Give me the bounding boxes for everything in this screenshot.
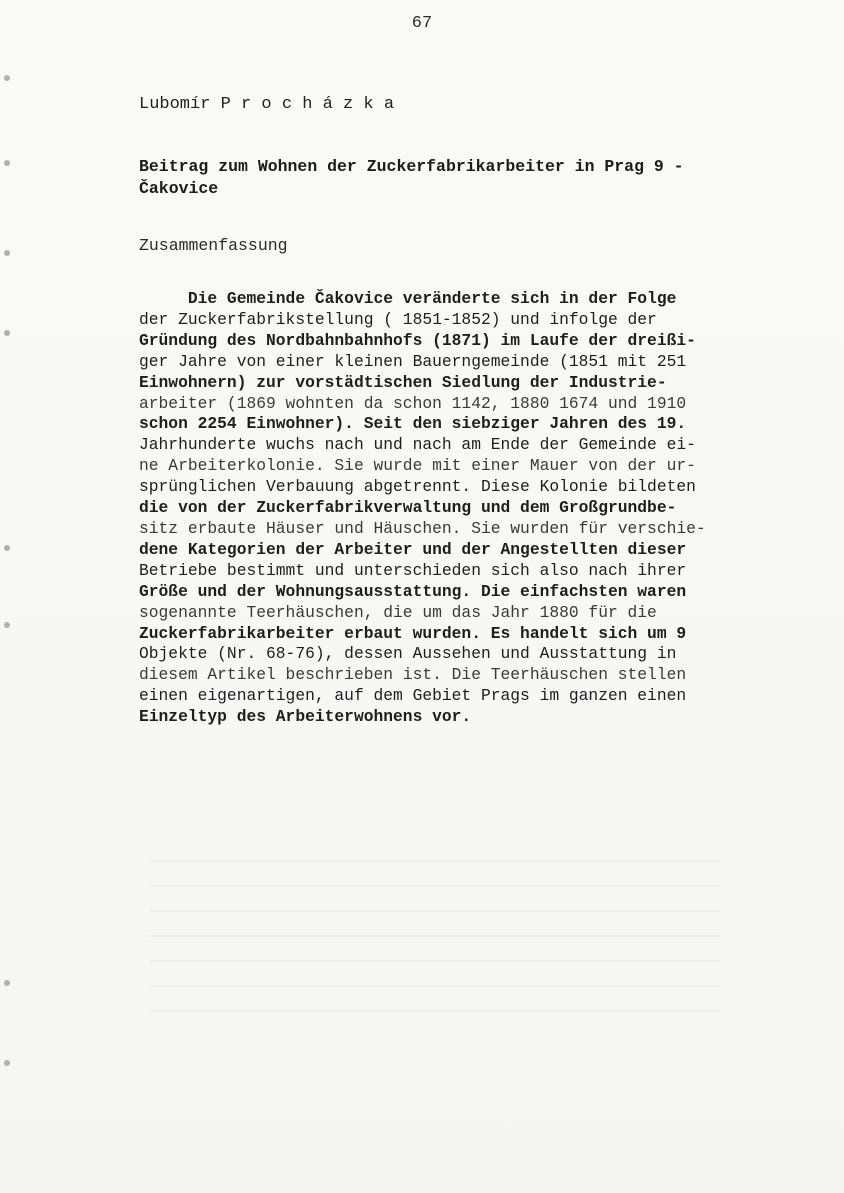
margin-mark	[4, 980, 10, 986]
title-line: Beitrag zum Wohnen der Zuckerfabrikarbeiter in Prag 9 -	[139, 157, 684, 176]
margin-mark	[4, 75, 10, 81]
abstract-line: ne Arbeiterkolonie. Sie wurde mit einer Mauer von der ur-	[139, 456, 696, 476]
abstract-line: Größe und der Wohnungsausstattung. Die einfachsten waren	[139, 581, 687, 601]
show-through-line	[150, 885, 720, 887]
show-through-line	[150, 860, 720, 862]
margin-mark	[4, 1060, 10, 1066]
margin-mark	[4, 160, 10, 166]
margin-mark	[4, 622, 10, 628]
abstract-line: sprünglichen Verbauung abgetrennt. Diese Kolonie bildeten	[139, 477, 696, 497]
abstract-line: Gründung des Nordbahnbahnhofs (1871) im Laufe der dreißi-	[139, 330, 696, 350]
show-through-line	[150, 935, 720, 937]
abstract-paragraph	[139, 289, 779, 728]
show-through-line	[150, 960, 720, 962]
abstract-line: Objekte (Nr. 68-76), dessen Aussehen und Ausstattung in	[139, 644, 677, 664]
abstract-line: dene Kategorien der Arbeiter und der Angestellten dieser	[139, 539, 687, 559]
page-number: 67	[411, 14, 433, 33]
abstract-line: Einwohnern) zur vorstädtischen Siedlung der Industrie-	[139, 372, 667, 392]
abstract-line: sogenannte Teerhäuschen, die um das Jahr 1880 für die	[139, 602, 657, 622]
margin-mark	[4, 250, 10, 256]
author-name: Lubomír P r o c h á z k a	[139, 95, 395, 114]
abstract-line: schon 2254 Einwohner). Seit den siebziger Jahren des 19.	[139, 414, 687, 434]
abstract-line: Zuckerfabrikarbeiter erbaut wurden. Es handelt sich um 9	[139, 623, 687, 643]
abstract-line: Einzeltyp des Arbeiterwohnens vor.	[139, 707, 472, 727]
abstract-line: einen eigenartigen, auf dem Gebiet Prags im ganzen einen	[139, 686, 687, 706]
section-heading: Zusammenfassung	[139, 236, 288, 255]
show-through-line	[150, 985, 720, 987]
abstract-line: Jahrhunderte wuchs nach und nach am Ende der Gemeinde ei-	[139, 435, 696, 455]
abstract-line: ger Jahre von einer kleinen Bauerngemeinde (1851 mit 251	[139, 351, 687, 371]
article-title	[139, 156, 684, 200]
abstract-line: sitz erbaute Häuser und Häuschen. Sie wurden für verschie-	[139, 518, 706, 538]
abstract-line: die von der Zuckerfabrikverwaltung und dem Großgrundbe-	[139, 498, 677, 518]
abstract-line: arbeiter (1869 wohnten da schon 1142, 1880 1674 und 1910	[139, 393, 687, 413]
margin-mark	[4, 330, 10, 336]
abstract-line: diesem Artikel beschrieben ist. Die Teerhäuschen stellen	[139, 665, 687, 685]
show-through-line	[150, 910, 720, 912]
abstract-line: Betriebe bestimmt und unterschieden sich also nach ihrer	[139, 560, 687, 580]
show-through-line	[150, 1010, 720, 1012]
title-line: Čakovice	[139, 179, 219, 198]
abstract-line: Die Gemeinde Čakovice veränderte sich in der Folge	[139, 289, 677, 308]
margin-mark	[4, 545, 10, 551]
abstract-line: der Zuckerfabrikstellung ( 1851-1852) und infolge der	[139, 309, 657, 329]
